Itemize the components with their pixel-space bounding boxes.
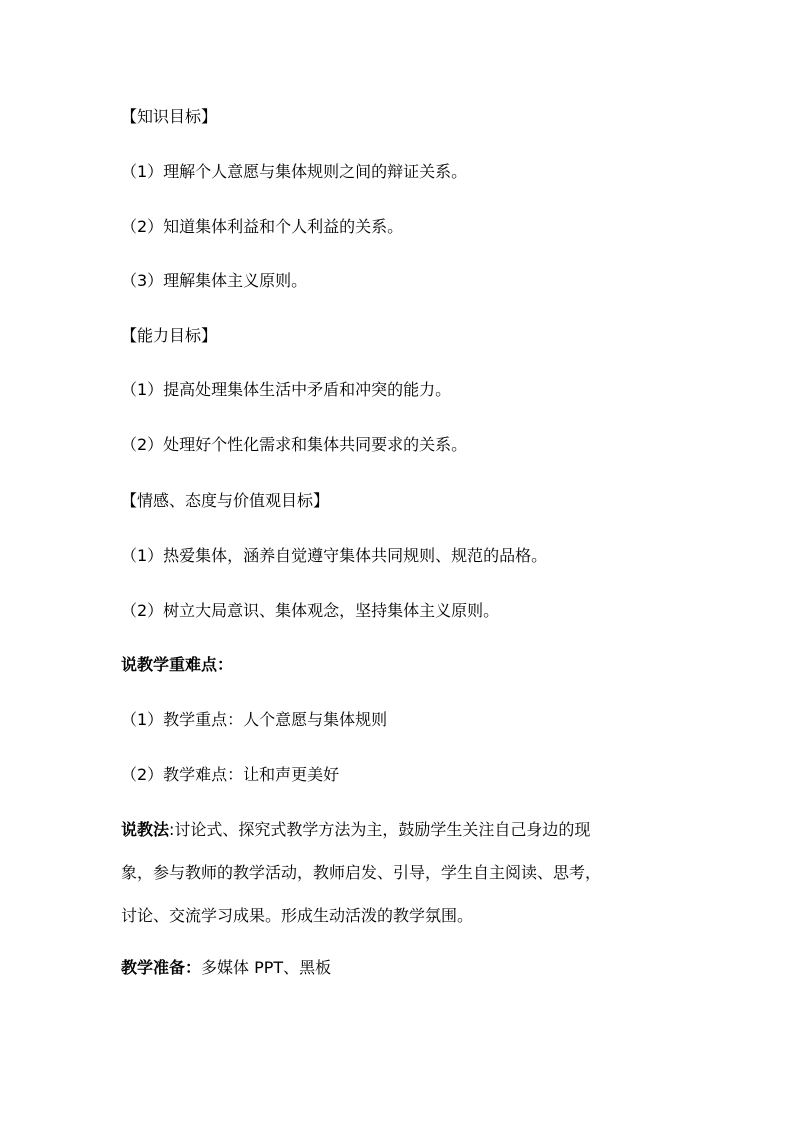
knowledge-goal-item: （1）理解个人意愿与集体规则之间的辩证关系。 xyxy=(121,162,468,181)
method-line: 象，参与教师的教学活动，教师启发、引导，学生自主阅读、思考， xyxy=(121,863,602,882)
method-paragraph xyxy=(121,819,695,948)
knowledge-goals-heading: 【知识目标】 xyxy=(121,107,218,126)
key-point-item: （2）教学难点：让和声更美好 xyxy=(121,765,340,784)
method-line xyxy=(121,819,695,841)
key-points-heading: 说教学重难点： xyxy=(121,655,234,674)
emotion-goal-item: （1）热爱集体，涵养自觉遵守集体共同规则、规范的品格。 xyxy=(121,546,548,565)
knowledge-goal-item: （2）知道集体利益和个人利益的关系。 xyxy=(121,217,404,236)
method-line: 讨论、交流学习成果。形成生动活泼的教学氛围。 xyxy=(121,906,474,925)
preparation-line xyxy=(121,957,331,979)
method-text: :讨论式、探究式教学方法为主，鼓励学生关注自己身边的现 xyxy=(169,820,591,839)
ability-goal-item: （2）处理好个性化需求和集体共同要求的关系。 xyxy=(121,435,468,454)
emotion-goals-heading: 【情感、态度与价值观目标】 xyxy=(121,491,330,510)
preparation-label: 教学准备： xyxy=(121,958,202,977)
method-label: 说教法 xyxy=(121,820,170,839)
ability-goal-item: （1）提高处理集体生活中矛盾和冲突的能力。 xyxy=(121,380,452,399)
key-point-item: （1）教学重点：人个意愿与集体规则 xyxy=(121,710,388,729)
emotion-goal-item: （2）树立大局意识、集体观念，坚持集体主义原则。 xyxy=(121,601,500,620)
knowledge-goal-item: （3）理解集体主义原则。 xyxy=(121,271,308,290)
preparation-text: 多媒体 PPT、黑板 xyxy=(201,958,332,977)
ability-goals-heading: 【能力目标】 xyxy=(121,326,218,345)
